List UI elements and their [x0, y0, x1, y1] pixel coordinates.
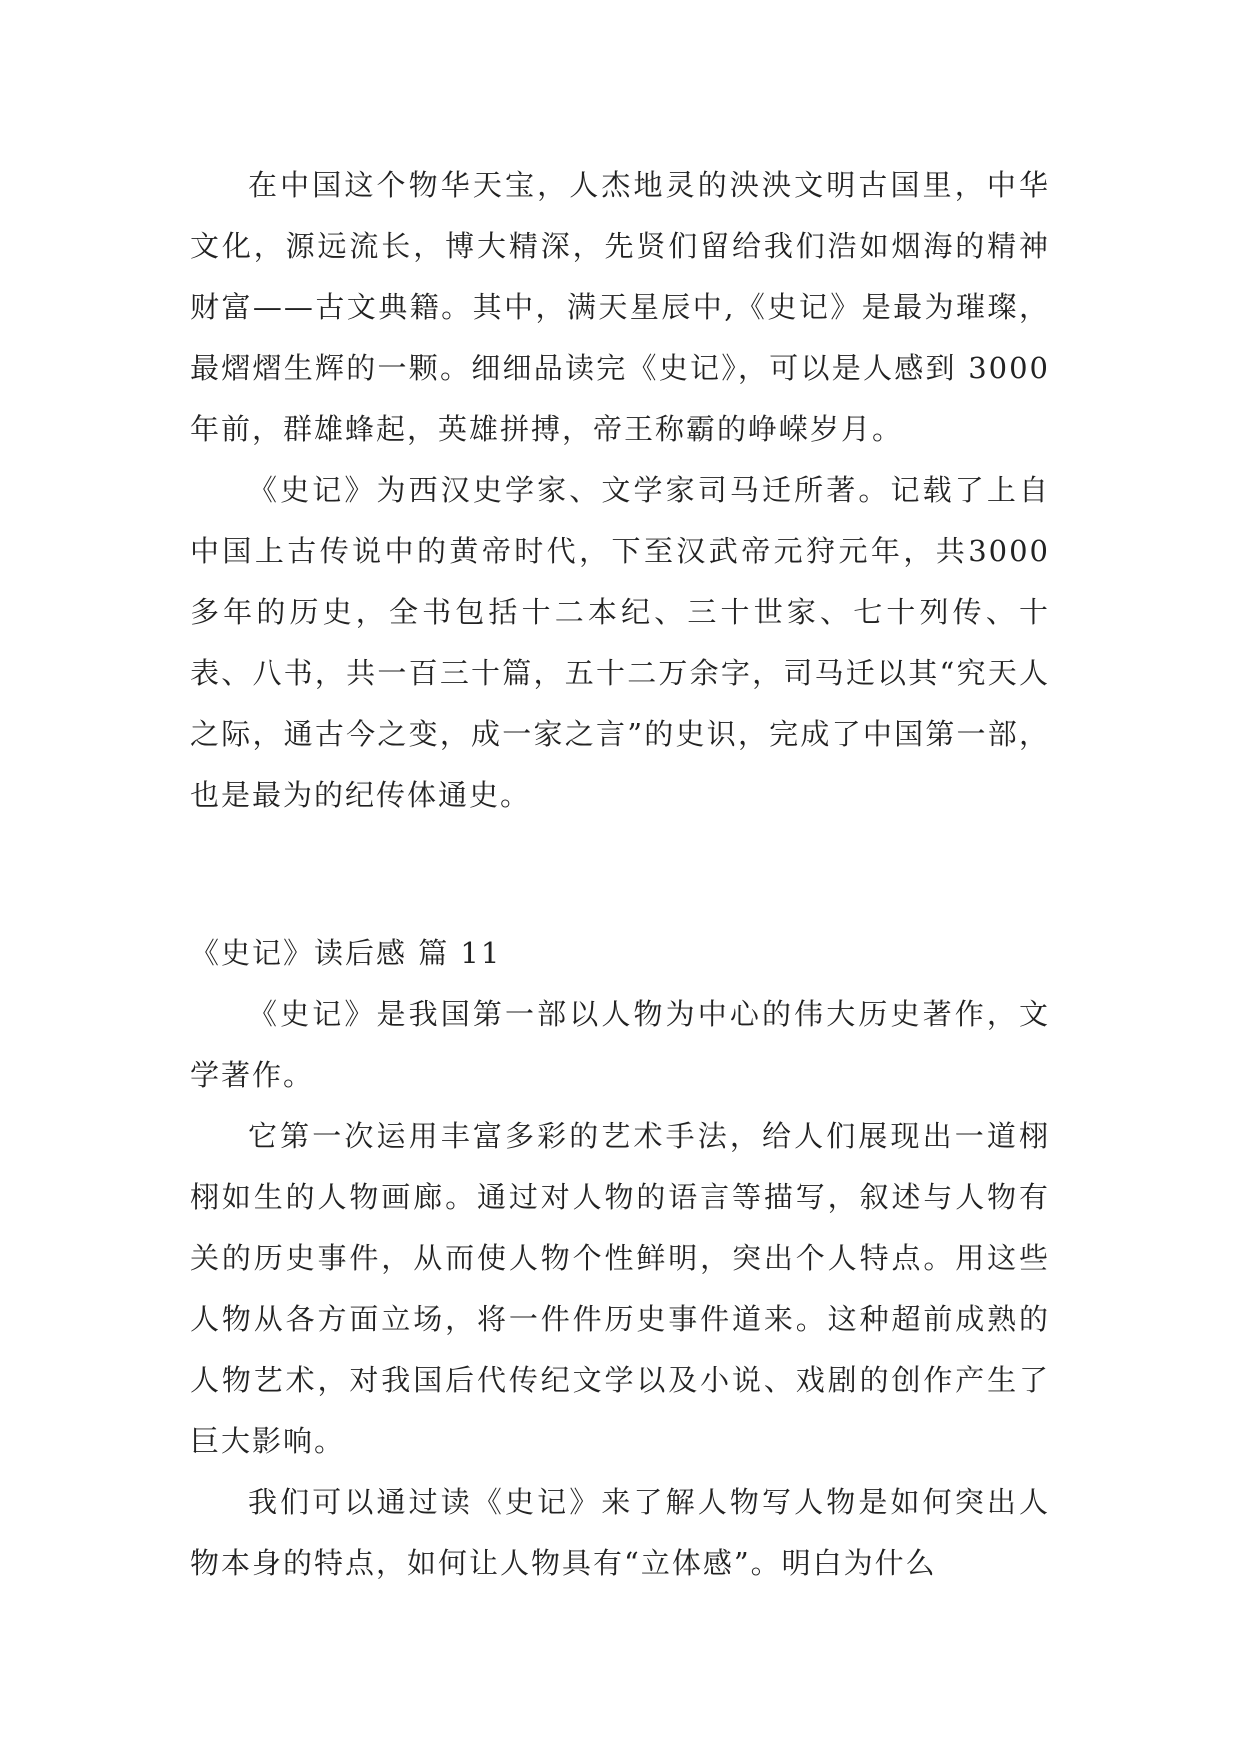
paragraph: 它第一次运用丰富多彩的艺术手法，给人们展现出一道栩栩如生的人物画廊。通过对人物的语言等描写，叙述与人物有关的历史事件，从而使人物个性鲜明，突出个人特点。用这些人物从各方面立场，将一件件历史事件道来。这种超前成熟的人物艺术，对我国后代传纪文学以及小说、戏剧的创作产生了巨大影响。 — [190, 1119, 1050, 1458]
section-heading: 《史记》读后感 篇 11 — [190, 936, 502, 970]
paragraph: 我们可以通过读《史记》来了解人物写人物是如何突出人物本身的特点，如何让人物具有“立体感”。明白为什么 — [190, 1485, 1050, 1580]
section-2-body — [190, 923, 1050, 1594]
paragraph: 《史记》为西汉史学家、文学家司马迁所著。记载了上自中国上古传说中的黄帝时代，下至汉武帝元狩元年，共3000 多年的历史，全书包括十二本纪、三十世家、七十列传、十表、八书，共一百三十篇，五十二万余字，司马迁以其“究天人之际，通古今之变，成一家之言”的史识，完成了中国第一部，也是最为的纪传体通史。 — [190, 473, 1050, 812]
paragraph: 在中国这个物华天宝，人杰地灵的泱泱文明古国里，中华文化，源远流长，博大精深，先贤们留给我们浩如烟海的精神财富——古文典籍。其中，满天星辰中,《史记》是最为璀璨，最熠熠生辉的一颗。细细品读完《史记》，可以是人感到 3000 年前，群雄蜂起，英雄拼搏，帝王称霸的峥嵘岁月。 — [190, 168, 1050, 446]
section-1-body — [190, 155, 1050, 826]
paragraph: 《史记》是我国第一部以人物为中心的伟大历史著作，文学著作。 — [190, 997, 1050, 1092]
